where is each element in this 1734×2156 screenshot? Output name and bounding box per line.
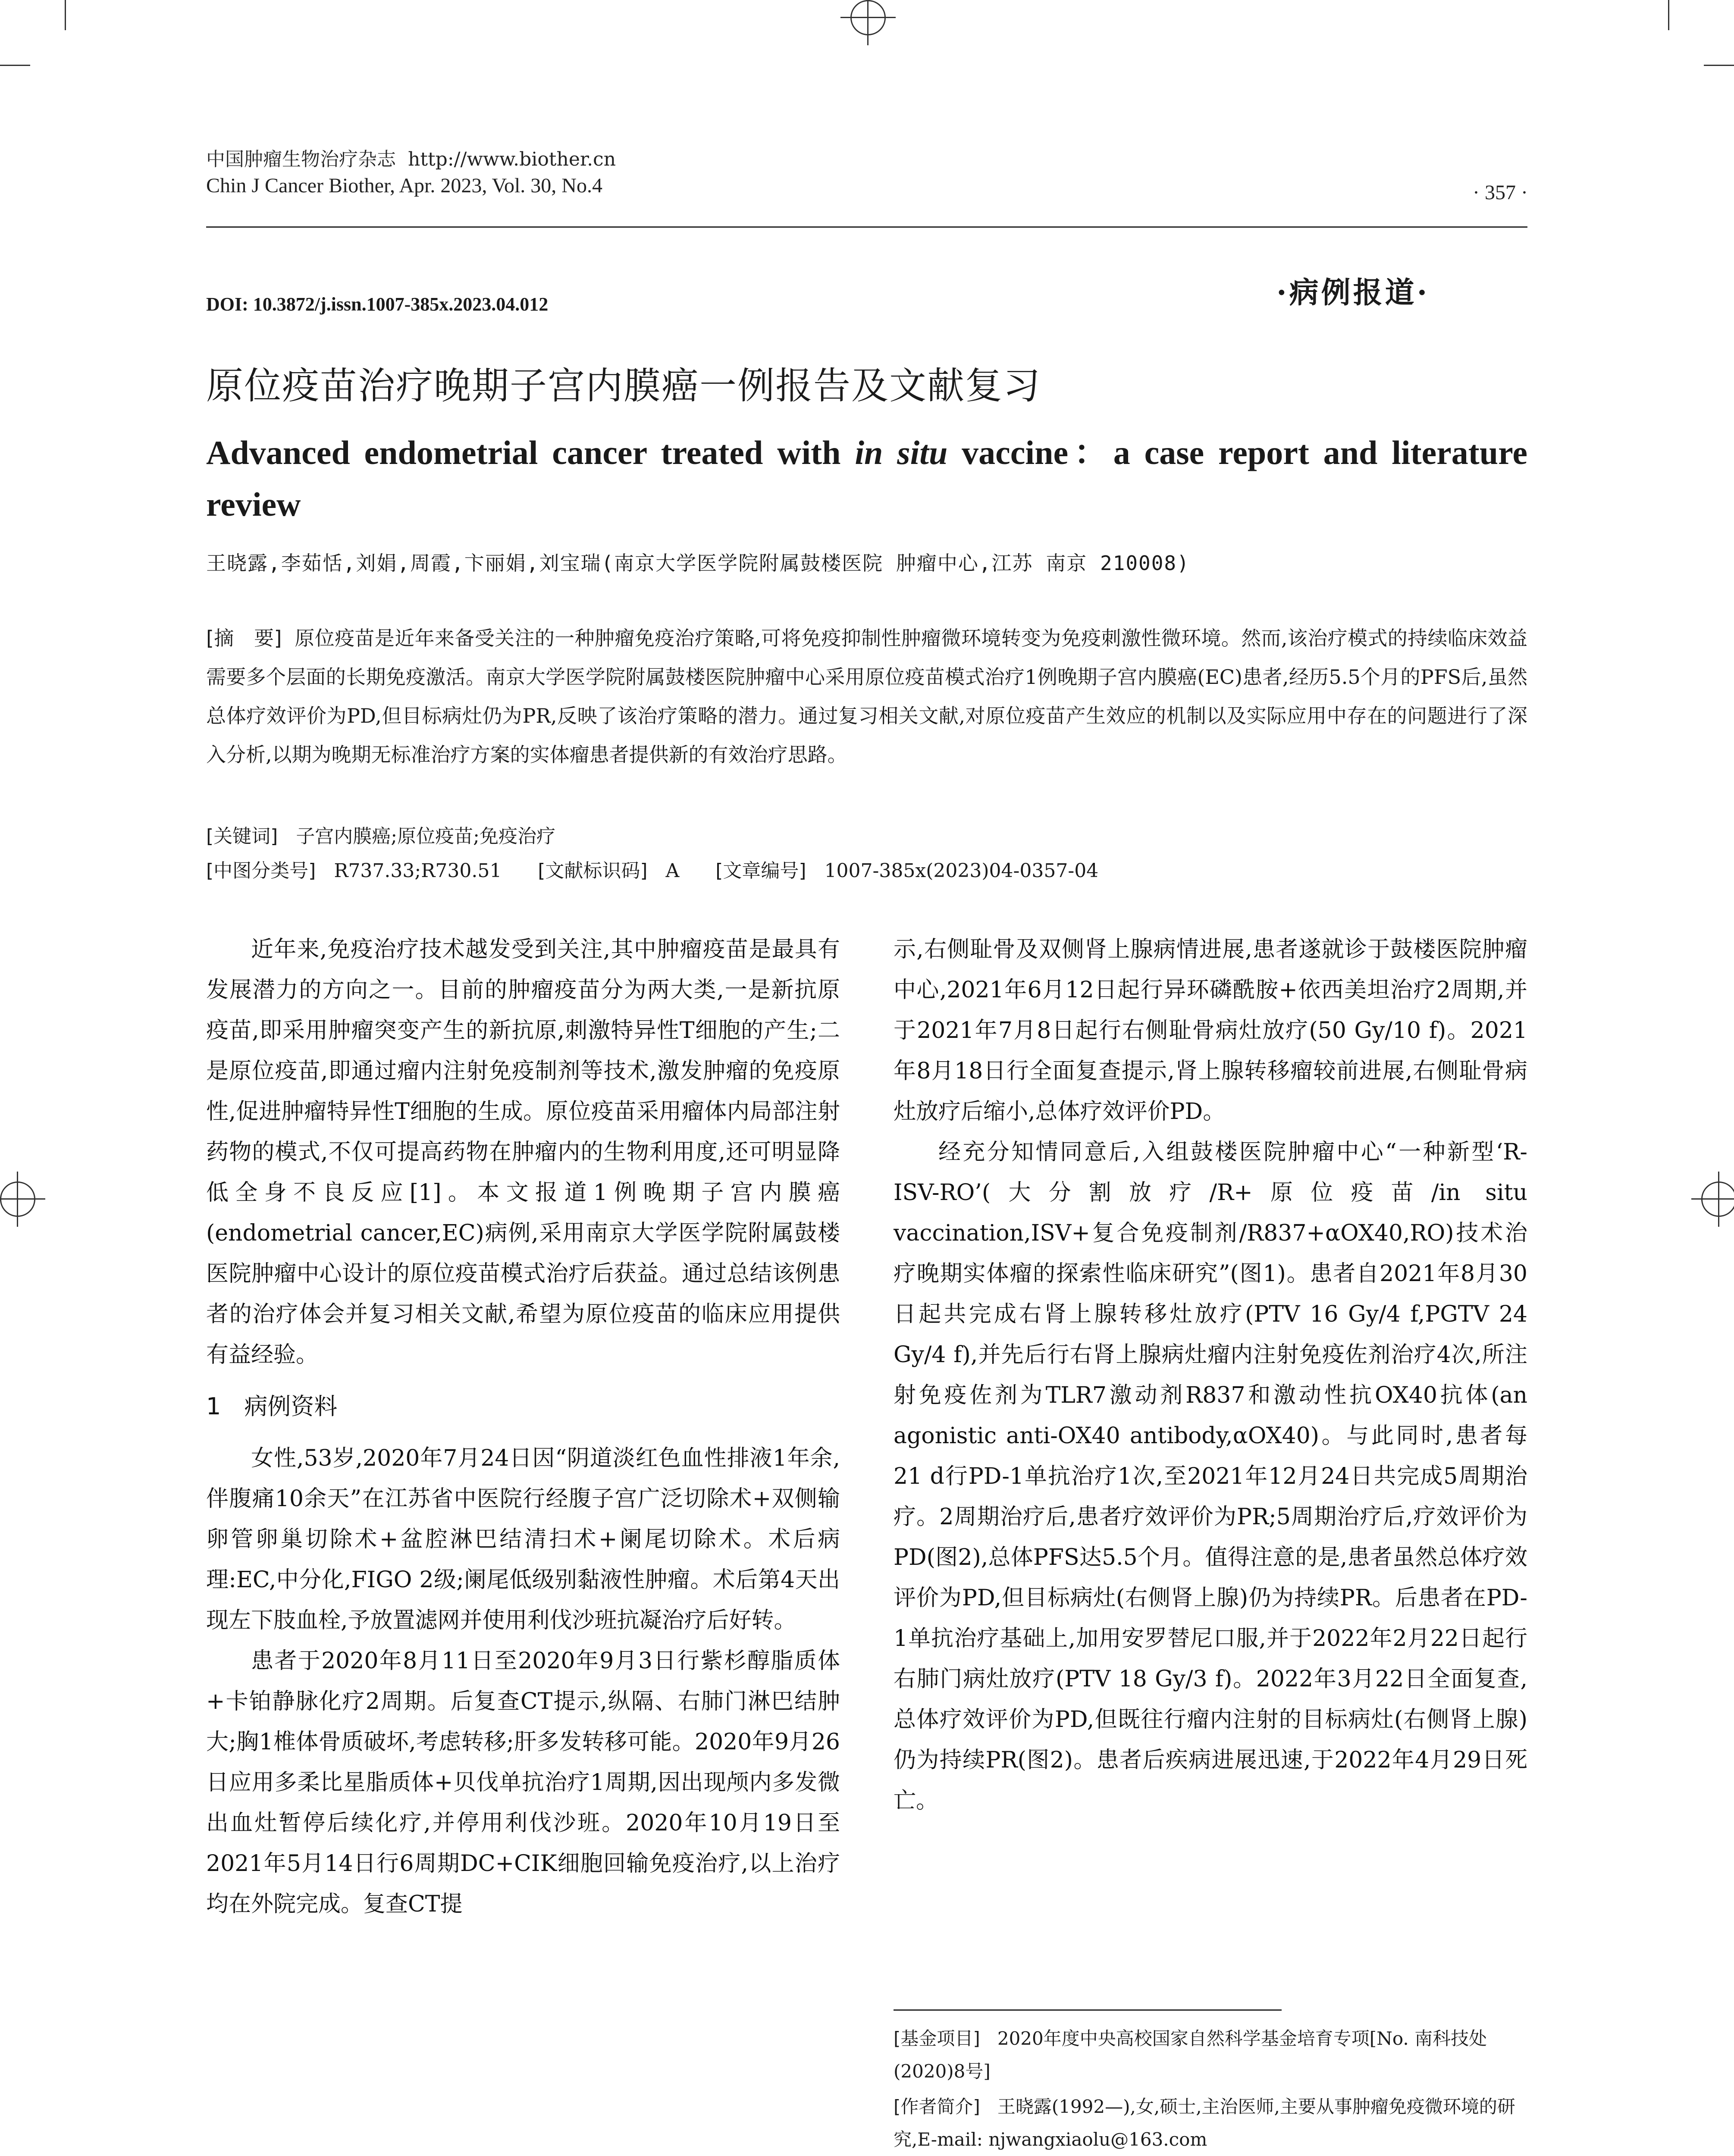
paragraph: 女性,53岁,2020年7月24日因“阴道淡红色血性排液1年余,伴腹痛10余天”在江苏省中医院行经腹子宫广泛切除术+双侧输卵管卵巢切除术+盆腔淋巴结清扫术+阑尾切除术。术后病理:EC,中分化,FIGO 2级;阑尾低级别黏液性肿瘤。术后第4天出现左下肢血栓,予放置滤网并使用利伐沙班抗凝治疗后好转。: [206, 1445, 840, 1633]
abstract-text: 原位疫苗是近年来备受关注的一种肿瘤免疫治疗策略,可将免疫抑制性肿瘤微环境转变为免疫刺激性微环境。然而,该治疗模式的持续临床效益需要多个层面的长期免疫激活。南京大学医学院附属鼓楼医院肿瘤中心采用原位疫苗模式治疗1例晚期子宫内膜癌(EC)患者,经历5.5个月的PFS后,虽然总体疗效评价为PD,但目标病灶仍为PR,反映了该治疗策略的潜力。通过复习相关文献,对原位疫苗产生效应的机制以及实际应用中存在的问题进行了深入分析,以期为晚期无标准治疗方案的实体瘤患者提供新的有效治疗思路。: [206, 627, 1527, 766]
title-cn: 原位疫苗治疗晚期子宫内膜癌一例报告及文献复习: [206, 364, 1041, 407]
keywords: [关键词] 子宫内膜癌;原位疫苗;免疫治疗: [206, 825, 555, 847]
crop-mark: [1704, 65, 1734, 66]
paragraph: 经充分知情同意后,入组鼓楼医院肿瘤中心“一种新型‘R-ISV-RO’(大分割放疗/R+原位疫苗/in situ vaccination,ISV+复合免疫制剂/R837+αOX40,RO)技术治疗晚期实体瘤的探索性临床研究”(图1)。患者自2021年8月30日起共完成右肾上腺转移灶放疗(PTV 16 Gy/4 f,PGTV 24 Gy/4 f),并先后行右肾上腺病灶瘤内注射免疫佐剂治疗4次,所注射免疫佐剂为TLR7激动剂R837和激动性抗OX40抗体(an agonistic anti-OX40 antibody,αOX40)。与此同时,患者每21 d行PD-1单抗治疗1次,至2021年12月24日共完成5周期治疗。2周期治疗后,患者疗效评价为PR;5周期治疗后,疗效评价为PD(图2),总体PFS达5.5个月。值得注意的是,患者虽然总体疗效评价为PD,但目标病灶(右侧肾上腺)仍为持续PR。后患者在PD-1单抗治疗基础上,加用安罗替尼口服,并于2022年2月22日起行右肺门病灶放疗(PTV 18 Gy/3 f)。2022年3月22日全面复查,总体疗效评价为PD,但既往行瘤内注射的目标病灶(右侧肾上腺)仍为持续PR(图2)。患者后疾病进展迅速,于2022年4月29日死亡。: [894, 1139, 1527, 1814]
crop-mark: [1668, 0, 1669, 30]
registration-mark-left: [0, 1181, 35, 1217]
title-en: Advanced endometrial cancer treated with in situ vaccine：a case report and literature review: [206, 434, 1527, 523]
column-heading: ·病例报道·: [1276, 276, 1430, 310]
body-right-column: [894, 929, 1527, 1821]
crop-mark: [0, 65, 30, 66]
paragraph: 近年来,免疫治疗技术越发受到关注,其中肿瘤疫苗是最具有发展潜力的方向之一。目前的肿瘤疫苗分为两大类,一是新抗原疫苗,即采用肿瘤突变产生的新抗原,刺激特异性T细胞的产生;二是原位疫苗,即通过瘤内注射免疫制剂等技术,激发肿瘤的免疫原性,促进肿瘤特异性T细胞的生成。原位疫苗采用瘤体内局部注射药物的模式,不仅可提高药物在肿瘤内的生物利用度,还可明显降低全身不良反应[1]。本文报道1例晚期子宫内膜癌(endometrial cancer,EC)病例,采用南京大学医学院附属鼓楼医院肿瘤中心设计的原位疫苗模式治疗后获益。通过总结该例患者的治疗体会并复习相关文献,希望为原位疫苗的临床应用提供有益经验。: [206, 937, 840, 1368]
page-number: · 357 ·: [1473, 181, 1528, 204]
crop-mark: [65, 0, 66, 30]
registration-mark-right: [1701, 1181, 1734, 1217]
registration-mark-top: [850, 0, 886, 35]
footnotes: [894, 2022, 1527, 2156]
abstract: [206, 619, 1527, 774]
author-bio: [作者简介] 王晓露(1992—),女,硕士,主治医师,主要从事肿瘤免疫微环境的研究,E-mail: njwangxiaolu@163.com: [894, 2096, 1515, 2150]
abstract-label: [摘 要]: [206, 627, 282, 650]
header-rule: [206, 226, 1527, 228]
paragraph: 示,右侧耻骨及双侧肾上腺病情进展,患者遂就诊于鼓楼医院肿瘤中心,2021年6月12日起行异环磷酰胺+依西美坦治疗2周期,并于2021年7月8日起行右侧耻骨病灶放疗(50 Gy/10 f)。2021年8月18日行全面复查提示,肾上腺转移瘤较前进展,右侧耻骨病灶放疗后缩小,总体疗效评价PD。: [894, 937, 1527, 1125]
journal-en: Chin J Cancer Biother, Apr. 2023, Vol. 30, No.4: [206, 174, 602, 197]
funding-note: [基金项目] 2020年度中央高校国家自然科学基金培育专项[No. 南科技处(2020)8号]: [894, 2028, 1487, 2082]
section-heading: 1 病例资料: [206, 1393, 338, 1420]
journal-cn: 中国肿瘤生物治疗杂志: [206, 148, 396, 170]
paragraph: 患者于2020年8月11日至2020年9月3日行紫杉醇脂质体+卡铂静脉化疗2周期。后复查CT提示,纵隔、右肺门淋巴结肿大;胸1椎体骨质破坏,考虑转移;肝多发转移可能。2020年9月26日应用多柔比星脂质体+贝伐单抗治疗1周期,因出现颅内多发微出血灶暂停后续化疗,并停用利伐沙班。2020年10月19日至2021年5月14日行6周期DC+CIK细胞回输免疫治疗,以上治疗均在外院完成。复查CT提: [206, 1648, 840, 1917]
body-left-column: [206, 929, 840, 1924]
authors: 王晓露,李茹恬,刘娟,周霞,卞丽娟,刘宝瑞(南京大学医学院附属鼓楼医院 肿瘤中心,江苏 南京 210008): [206, 552, 1190, 575]
doi[interactable]: DOI: 10.3872/j.issn.1007-385x.2023.04.012: [206, 294, 549, 315]
footnote-rule: [894, 2009, 1282, 2011]
classification-line: [中图分类号] R737.33;R730.51 [文献标识码] A [文章编号] 1007-385x(2023)04-0357-04: [206, 860, 1099, 882]
running-header: [206, 147, 616, 200]
keywords-text: 子宫内膜癌;原位疫苗;免疫治疗: [296, 825, 555, 847]
journal-url[interactable]: http://www.biother.cn: [408, 148, 616, 170]
